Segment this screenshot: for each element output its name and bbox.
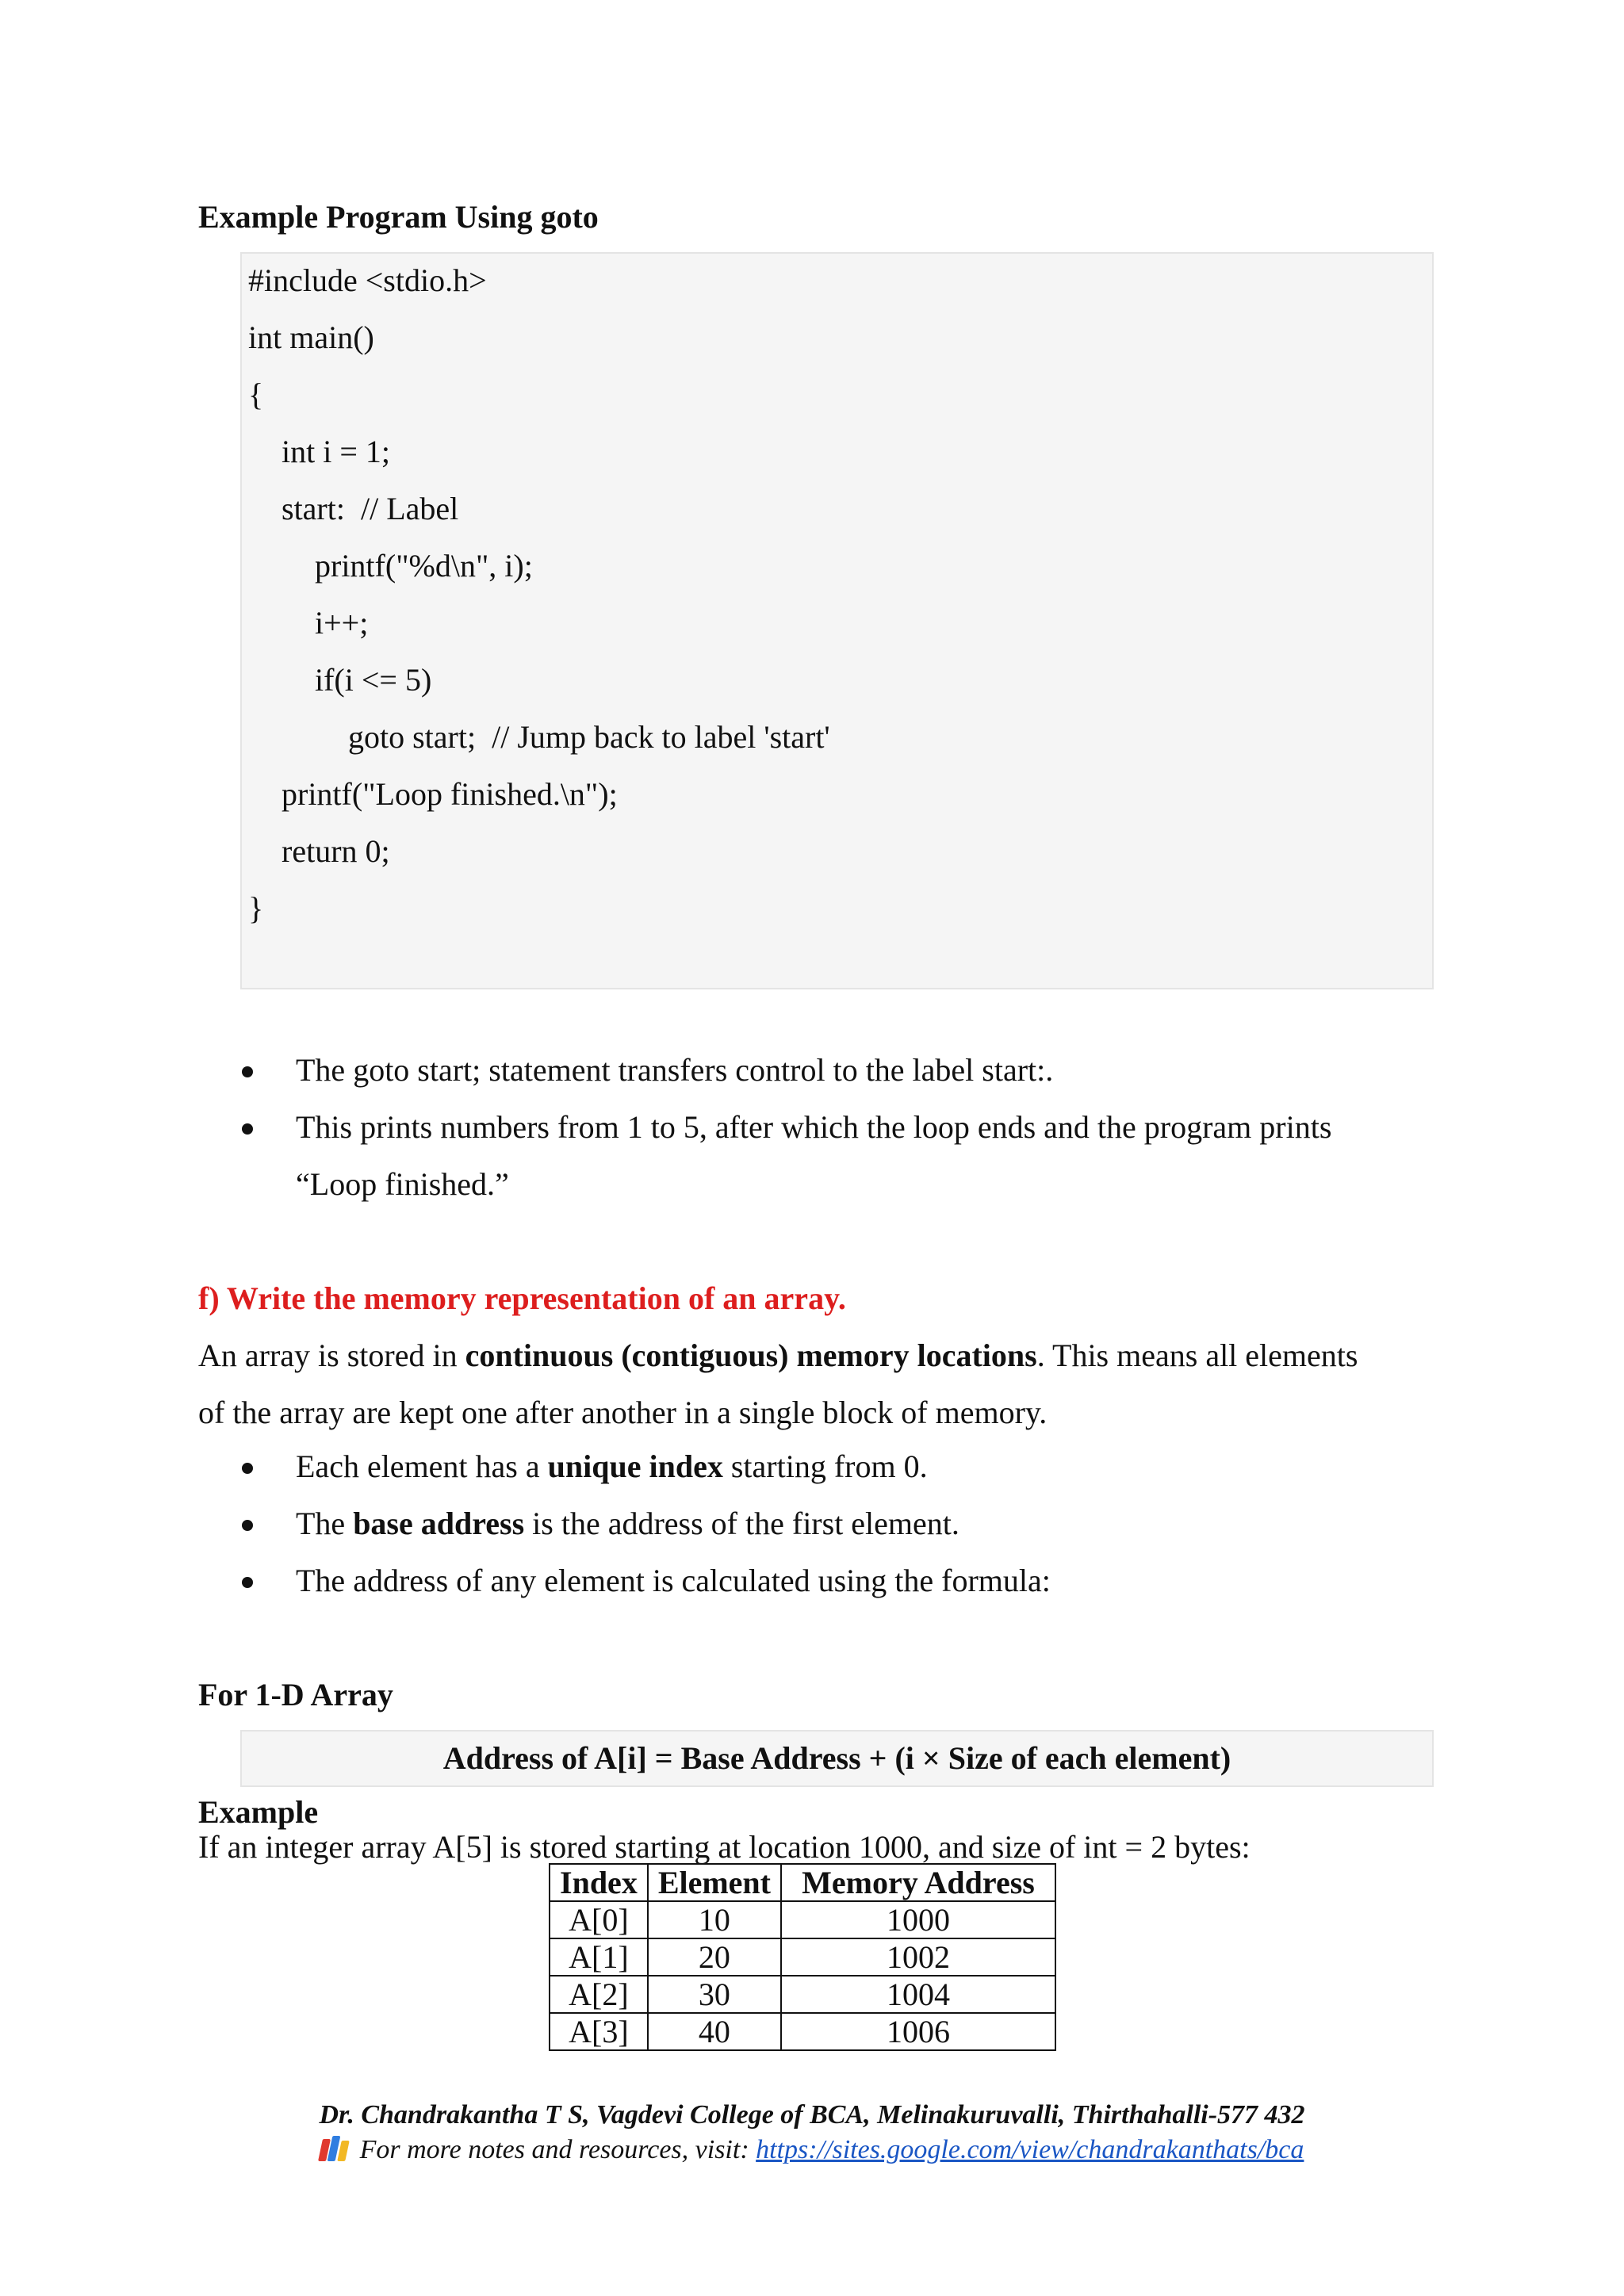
table-cell: 30 [648,1976,781,2013]
footer-resources-line [0,2133,1624,2168]
table-cell: A[0] [550,1901,648,1938]
table-cell: 40 [648,2013,781,2050]
code-line: goto start; // Jump back to label 'start' [348,719,830,755]
table-cell: 1004 [781,1976,1055,2013]
code-line: start: // Label [282,491,459,526]
code-line: printf("%d\n", i); [315,548,533,584]
table-row [550,1976,1055,2013]
example-text: If an integer array A[5] is stored starting at location 1000, and size of int = 2 bytes: [198,1829,1251,1865]
list-item-text: This prints numbers from 1 to 5, after which the loop ends and the program prints [296,1109,1332,1145]
table-cell: A[3] [550,2013,648,2050]
code-line: { [248,377,264,412]
bullet-icon [242,1123,253,1135]
code-line: return 0; [282,833,390,869]
bullet-icon [242,1463,253,1474]
table-cell: 20 [648,1938,781,1976]
table-cell: A[2] [550,1976,648,2013]
footer-link-prefix: For more notes and resources, visit: [359,2135,756,2164]
table-cell: 10 [648,1901,781,1938]
code-block [240,252,1434,989]
table-cell: 1006 [781,2013,1055,2050]
example-heading: Example [198,1794,319,1830]
code-line: if(i <= 5) [315,662,432,698]
column-header-memory-address: Memory Address [781,1864,1055,1901]
code-line: int i = 1; [282,434,391,469]
books-icon [320,2136,349,2161]
code-line: } [248,890,264,926]
list-item-text: Each element has a unique index starting from 0. [296,1448,928,1484]
table-row [550,2013,1055,2050]
list-item-text: The base address is the address of the first element. [296,1506,959,1541]
footer-author-line: Dr. Chandrakantha T S, Vagdevi College of BCA, Melinakuruvalli, Thirthahalli-577 432 [319,2100,1305,2130]
table-cell: 1000 [781,1901,1055,1938]
table-header-row [550,1864,1055,1901]
memory-address-table [549,1863,1056,2051]
list-item-text-continued: “Loop finished.” [296,1166,509,1202]
list-item-text: The address of any element is calculated using the formula: [296,1563,1051,1598]
table-cell: 1002 [781,1938,1055,1976]
list-item-text: The goto start; statement transfers control to the label start:. [296,1052,1054,1088]
address-formula: Address of A[i] = Base Address + (i × Size of each element) [240,1730,1434,1787]
code-line: int main() [248,320,374,355]
array-memory-heading: f) Write the memory representation of an array. [198,1280,846,1316]
table-cell: A[1] [550,1938,648,1976]
bullet-icon [242,1066,253,1077]
one-d-array-heading: For 1-D Array [198,1677,393,1712]
bullet-icon [242,1577,253,1588]
code-line: #include <stdio.h> [248,262,487,298]
table-row [550,1938,1055,1976]
code-line: printf("Loop finished.\n"); [282,776,618,812]
resources-link[interactable]: https://sites.google.com/view/chandrakanthats/bca [756,2135,1304,2164]
table-row [550,1901,1055,1938]
column-header-index: Index [550,1864,648,1901]
goto-example-heading: Example Program Using goto [198,199,599,235]
bullet-icon [242,1520,253,1531]
intro-paragraph-line: An array is stored in continuous (contiguous) memory locations. This means all elements [198,1337,1358,1373]
intro-paragraph-line: of the array are kept one after another in a single block of memory. [198,1395,1048,1430]
column-header-element: Element [648,1864,781,1901]
code-line: i++; [315,605,369,641]
